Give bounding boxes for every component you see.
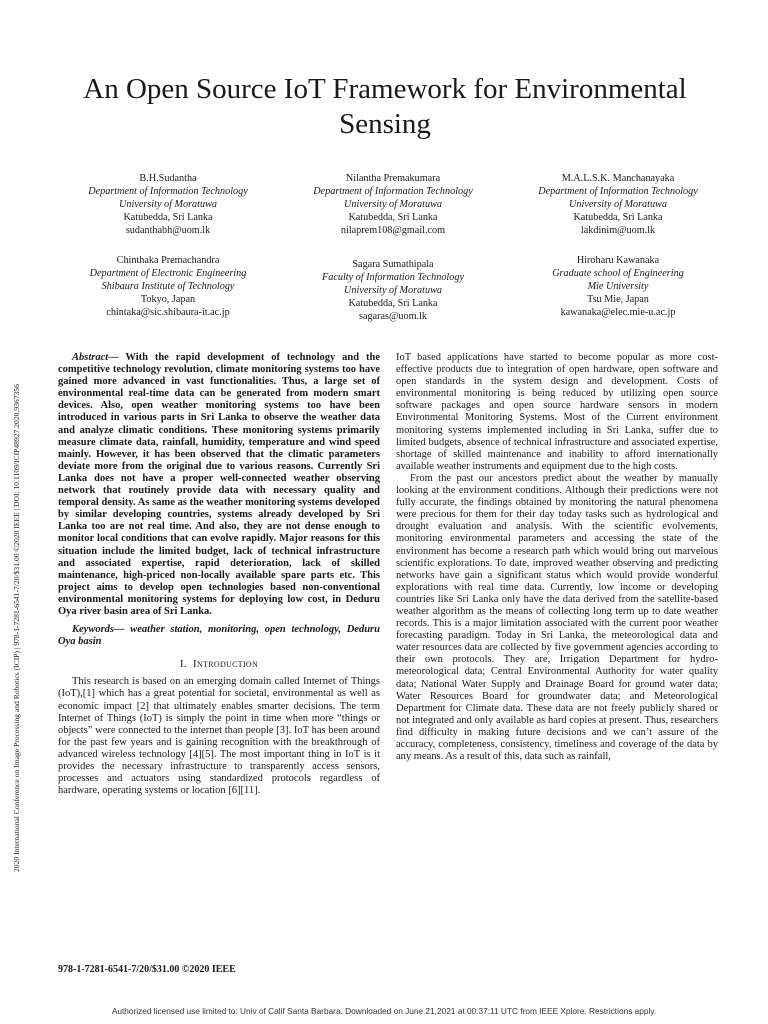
author-city: Katubedda, Sri Lanka (573, 212, 663, 223)
author-name: Nilantha Premakumara (345, 173, 441, 184)
author-block-2 (278, 172, 508, 237)
author-dept: Faculty of Information Technology (322, 272, 464, 283)
author-block-5 (278, 258, 508, 323)
author-block-1 (53, 172, 283, 237)
author-dept: Department of Electronic Engineering (89, 268, 247, 279)
author-name: Hiroharu Kawanaka (576, 255, 660, 266)
author-dept: Graduate school of Engineering (552, 268, 684, 279)
license-footer: Authorized licensed use limited to: Univ of Calif Santa Barbara. Downloaded on June 21,2021 at 00:37:11 UTC from IEEE Xplore. Restrictions apply. (111, 1006, 657, 1016)
author-city: Tsu Mie, Japan (587, 294, 649, 305)
author-org: Mie University (587, 281, 649, 292)
abstract-text: With the rapid development of technology and the competitive technology revolution, climate monitoring systems too have gained more advanced in vast functionalities. Thus, a large set of environmental real-time data can be generated from modern smart devices. Also, open weather monitoring systems too have been introduced in various parts in Sri Lanka to observe the weather data and analyze climatic conditions. These monitoring systems primarily measure climate data, rainfall, humidity, temperature and wind speed mainly. However, it has been observed that the climatic parameters deviate more from the original due to various reasons. Currently Sri Lanka does not have a proper well-connected weather observing network that routinely provide data with necessary quality and temporal density. As same as the weather monitoring systems developed by similar developing countries, systems already developed by Sri Lanka too are not real time. And also, they are not dense enough to monitor local conditions that can evolve rapidly. Major reasons for this situation include the limited budget, lack of technical infrastructure and associated expertise, rapid deterioration, lack of skilled maintenance, high-priced non-locally available spare parts etc. This project aims to develop open technologies based non-conventional environmental monitoring systems for deploying low cost, in Deduru Oya river basin area of Sri Lanka. (58, 352, 380, 617)
keywords (58, 624, 380, 648)
abstract-label: Abstract— (72, 352, 119, 363)
author-city: Tokyo, Japan (140, 294, 196, 305)
author-org: University of Moratuwa (344, 199, 442, 210)
author-block-4 (53, 254, 283, 319)
body-paragraph-2: From the past our ancestors predict about the weather by manually looking at the environment conditions. Although their predictions were not fully accurate, the findings obtained by monitoring the natural phenomena were precious for them for their day today tasks such as hydrological and drought evaluation and analysis. With the scientific evolvements, monitoring environmental parameters and accessing the state of the environment has become a research path which would bring out marvelous scientific explorations. To date, improved weather observing and predicting networks have gain a significant status which would provide wonderful explorations with real time data. Currently, low income or developing countries like Sri Lanka only have the data derived from the satellite-based weather algorithm as the means of collecting long term up to date weather records. This is a major limitation associated with the current poor weather forecasting paradigm. Today in Sri Lanka, the meteorological data and water resources data are collected by five government agencies according to their own protocols. They are, Irrigation Department for hydro-meteorological data; Central Environmental Authority for water quality data; National Water Supply and Drainage Board for ground water data; Water Resources Board for groundwater data; and Meteorological Department for Climate data. These data are not freely publicly shared or not integrated and only available as hard copies at present. Thus, researchers find difficulty in making future decisions and we can’t assure of the accuracy, completeness, consistency, timeliness and coverage of the data by any means. As a result of this, data such as rainfall, (396, 472, 718, 763)
author-dept: Department of Information Technology (88, 186, 248, 197)
author-name: Sagara Sumathipala (352, 259, 434, 270)
keywords-text: weather station, monitoring, open technology, Deduru Oya basin (58, 624, 380, 648)
author-city: Katubedda, Sri Lanka (348, 298, 438, 309)
intro-paragraph: This research is based on an emerging domain called Internet of Things (IoT),[1] which has a great potential for societal, environmental as well as economic impact [2] that ultimately enables smarter decisions. The term Internet of Things (IoT) is simply the point in time when more “things or objects” were connected to the internet than people [3]. IoT has been around for the past few years and is gaining recognition with the breakthrough of advanced wireless technology [4][5]. The most important thing in IoT is it provides the necessary infrastructure to transparently access sensors, processes and actuators using standardized protocols regardless of hardware, operating systems or location [6][11]. (58, 676, 380, 797)
abstract (58, 352, 380, 618)
section-title: Introduction (193, 658, 259, 671)
author-email: lakdinim@uom.lk (580, 225, 656, 236)
author-org: Shibaura Institute of Technology (101, 281, 235, 292)
author-org: University of Moratuwa (569, 199, 667, 210)
author-dept: Department of Information Technology (538, 186, 698, 197)
author-name: Chinthaka Premachandra (116, 255, 220, 266)
author-name: M.A.L.S.K. Manchanayaka (561, 173, 675, 184)
paper-title: An Open Source IoT Framework for Environmental Sensing (83, 73, 687, 140)
copyright-notice: 978-1-7281-6541-7/20/$31.00 ©2020 IEEE (58, 964, 236, 975)
author-email: sagaras@uom.lk (359, 311, 427, 322)
side-doi-note: 2020 International Conference on Image Processing and Robotics (ICIP) | 978-1-7281-6541-7/20/$31.00 ©2020 IEEE | DOI: 10.1109/ICIP48927.2020.9367356 (12, 384, 21, 872)
section-heading (58, 658, 380, 670)
author-city: Katubedda, Sri Lanka (348, 212, 438, 223)
keywords-label: Keywords— (72, 624, 125, 636)
section-number: I. (179, 658, 187, 671)
author-block-6 (503, 254, 733, 319)
author-block-3 (503, 172, 733, 237)
author-name: B.H.Sudantha (139, 173, 197, 184)
author-email: kawanaka@elec.mie-u.ac.jp (560, 307, 676, 318)
author-email: chintaka@sic.shibaura-it.ac.jp (106, 307, 230, 318)
author-dept: Department of Information Technology (313, 186, 473, 197)
body-paragraph-1: IoT based applications have started to become popular as more cost-effective products due to integration of open hardware, open software and open standards in the system design and development. Costs of environmental monitoring is being reduced by utilizing open source software packages and open source hardware sensors in modern Environmental Monitoring Systems. Most of the Current environment monitoring systems implemented including in Sri Lanka, suffer due to limited budgets, absence of technical infrastructure and associated expertise, shortage of skilled maintenance and inability to afford internationally available weather instruments and equipment due to the high costs. (396, 352, 718, 472)
left-column (58, 352, 380, 797)
right-column (396, 352, 718, 763)
author-org: University of Moratuwa (119, 199, 217, 210)
author-email: nilaprem108@gmail.com (340, 225, 446, 236)
author-org: University of Moratuwa (344, 285, 442, 296)
author-email: sudanthabh@uom.lk (125, 225, 211, 236)
author-city: Katubedda, Sri Lanka (123, 212, 213, 223)
